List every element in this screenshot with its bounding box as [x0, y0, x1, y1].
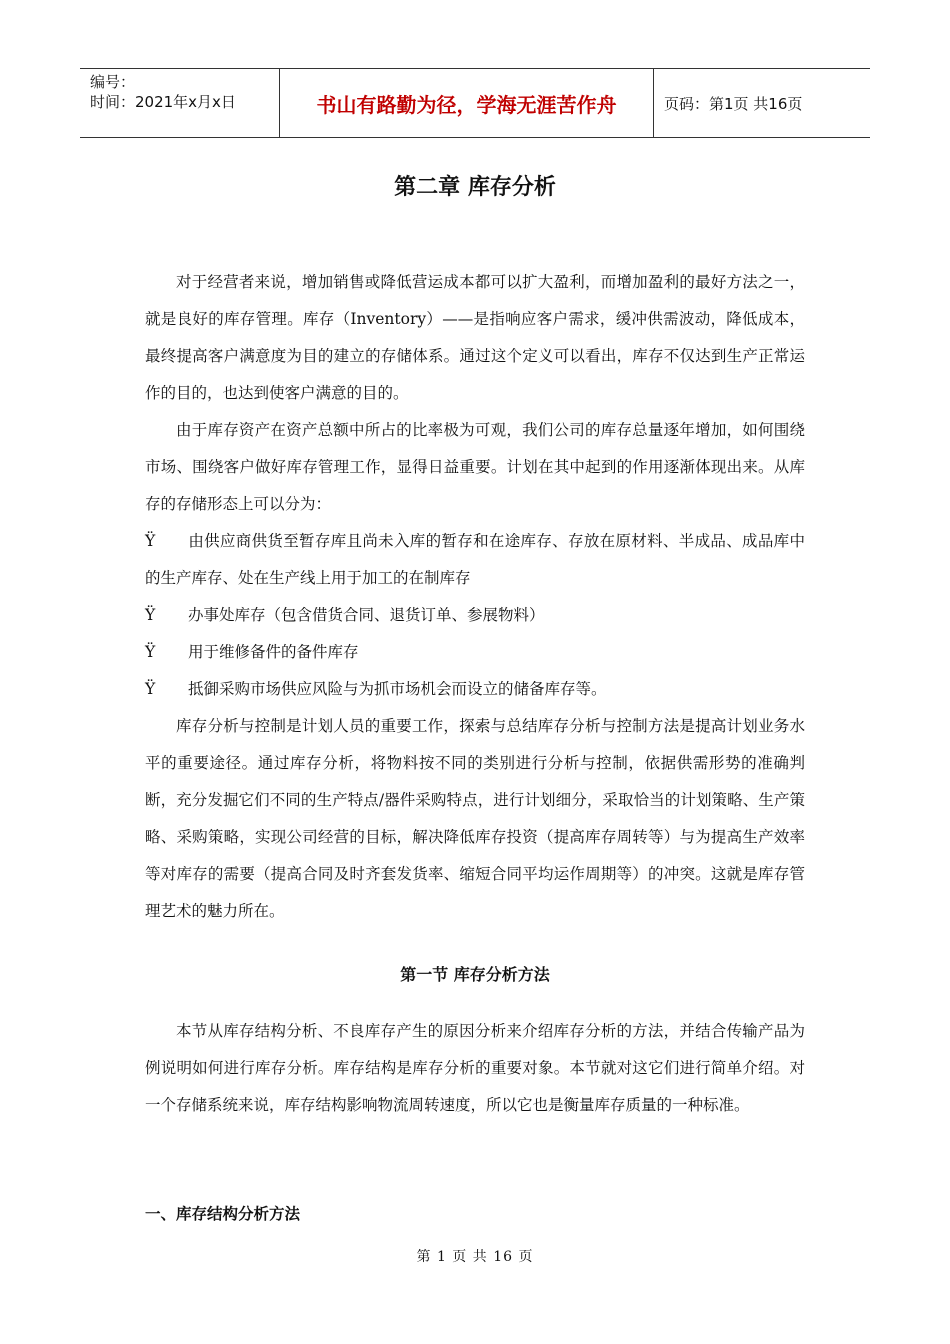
- subsection-title: 一、库存结构分析方法: [145, 1205, 301, 1223]
- list-item: [145, 597, 805, 634]
- bullet-icon: Ÿ: [145, 532, 156, 550]
- chapter-title: 第二章 库存分析: [394, 175, 556, 200]
- header-motto: 书山有路勤为径，学海无涯苦作舟: [280, 69, 654, 137]
- list-item: [145, 671, 805, 708]
- header-page-info: 页码：第1页 共16页: [664, 94, 803, 113]
- bullet-icon: Ÿ: [145, 606, 156, 624]
- page-footer: 第 1 页 共 16 页: [416, 1249, 534, 1265]
- list-item: [145, 523, 805, 597]
- chapter-body: [145, 264, 805, 930]
- bullet-icon: Ÿ: [145, 680, 156, 698]
- list-item-text: 抵御采购市场供应风险与为抓市场机会而设立的储备库存等。: [188, 680, 607, 698]
- intro-paragraph-2: 由于库存资产在资产总额中所占的比率极为可观，我们公司的库存总量逐年增加，如何围绕市场、围绕客户做好库存管理工作，显得日益重要。计划在其中起到的作用逐渐体现出来。从库存的存储形态上可以分为：: [145, 421, 805, 513]
- intro-paragraph-1: 对于经营者来说，增加销售或降低营运成本都可以扩大盈利，而增加盈利的最好方法之一，就是良好的库存管理。库存（Inventory）——是指响应客户需求，缓冲供需波动，降低成本，最终提高客户满意度为目的建立的存储体系。通过这个定义可以看出，库存不仅达到生产正常运作的目的，也达到使客户满意的目的。: [145, 273, 805, 402]
- document-date-label: 时间：2021年x月x日: [90, 93, 236, 111]
- closing-paragraph: 库存分析与控制是计划人员的重要工作，探索与总结库存分析与控制方法是提高计划业务水平的重要途径。通过库存分析，将物料按不同的类别进行分析与控制，依据供需形势的准确判断，充分发掘它们不同的生产特点/器件采购特点，进行计划细分，采取恰当的计划策略、生产策略、采购策略，实现公司经营的目标，解决降低库存投资（提高库存周转等）与为提高生产效率等对库存的需要（提高合同及时齐套发货率、缩短合同平均运作周期等）的冲突。这就是库存管理艺术的魅力所在。: [145, 717, 805, 920]
- list-item: [145, 634, 805, 671]
- section-title: 第一节 库存分析方法: [400, 965, 550, 984]
- document-number-label: 编号：: [90, 73, 136, 91]
- bullet-icon: Ÿ: [145, 643, 156, 661]
- page-header: [80, 68, 870, 138]
- list-item-text: 办事处库存（包含借货合同、退货订单、参展物料）: [188, 606, 545, 624]
- header-meta: [80, 69, 280, 137]
- list-item-text: 用于维修备件的备件库存: [188, 643, 359, 661]
- list-item-text: 由供应商供货至暂存库且尚未入库的暂存和在途库存、存放在原材料、半成品、成品库中的生产库存、处在生产线上用于加工的在制库存: [145, 532, 805, 587]
- section-body: [145, 1013, 805, 1124]
- section-paragraph: 本节从库存结构分析、不良库存产生的原因分析来介绍库存分析的方法，并结合传输产品为例说明如何进行库存分析。库存结构是库存分析的重要对象。本节就对这它们进行简单介绍。对一个存储系统来说，库存结构影响物流周转速度，所以它也是衡量库存质量的一种标准。: [145, 1022, 805, 1114]
